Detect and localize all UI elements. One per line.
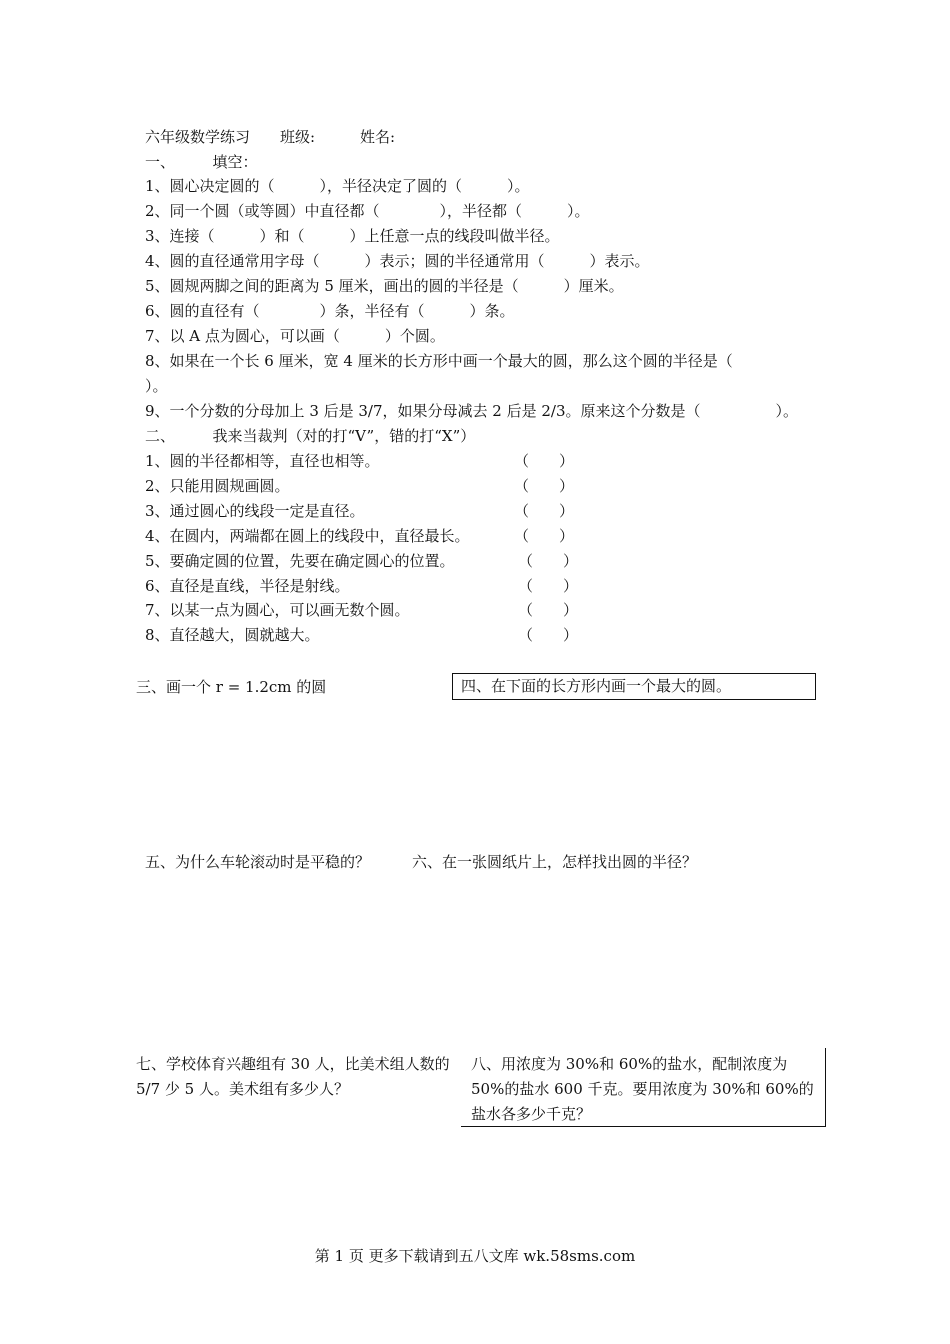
judge-mark-4: （ ）: [514, 527, 575, 545]
judge-item-5: 5、要确定圆的位置，先要在确定圆心的位置。: [145, 552, 455, 570]
fill-item-3: 3、连接（ ）和（ ）上任意一点的线段叫做半径。: [145, 227, 560, 245]
fill-item-8: 8、如果在一个长 6 厘米，宽 4 厘米的长方形中画一个最大的圆，那么这个圆的半径是（: [145, 352, 733, 370]
fill-item-7: 7、以 A 点为圆心，可以画（ ）个圆。: [145, 327, 445, 345]
judge-mark-7: （ ）: [518, 601, 579, 619]
judge-item-3: 3、通过圆心的线段一定是直径。: [145, 502, 365, 520]
judge-item-1: 1、圆的半径都相等，直径也相等。: [145, 452, 380, 470]
judge-item-7: 7、以某一点为圆心，可以画无数个圆。: [145, 601, 410, 619]
section2-title: 二、 我来当裁判（对的打“V”，错的打“X”）: [145, 427, 476, 445]
judge-mark-8: （ ）: [518, 626, 579, 644]
judge-item-4: 4、在圆内，两端都在圆上的线段中，直径最长。: [145, 527, 470, 545]
section3-prompt: 三、画一个 r = 1.2cm 的圆: [136, 678, 327, 696]
judge-item-6: 6、直径是直线，半径是射线。: [145, 577, 350, 595]
section5-question: 五、为什么车轮滚动时是平稳的？: [145, 853, 371, 871]
judge-mark-2: （ ）: [514, 477, 575, 495]
fill-item-9: 9、一个分数的分母加上 3 后是 3/7，如果分母减去 2 后是 2/3。原来这个分数是（ ）。: [145, 402, 799, 420]
fill-item-5: 5、圆规两脚之间的距离为 5 厘米，画出的圆的半径是（ ）厘米。: [145, 277, 624, 295]
section4-prompt-box: 四、在下面的长方形内画一个最大的圆。: [452, 673, 816, 700]
fill-item-8-cont: ）。: [145, 377, 168, 395]
fill-item-6: 6、圆的直径有（ ）条，半径有（ ）条。: [145, 302, 515, 320]
section1-title: 一、 填空：: [145, 153, 258, 171]
fill-item-4: 4、圆的直径通常用字母（ ）表示；圆的半径通常用（ ）表示。: [145, 252, 650, 270]
fill-item-1: 1、圆心决定圆的（ ），半径决定了圆的（ ）。: [145, 177, 530, 195]
judge-item-2: 2、只能用圆规画圆。: [145, 477, 290, 495]
judge-mark-1: （ ）: [514, 452, 575, 470]
section8-problem-box: 八、用浓度为 30%和 60%的盐水，配制浓度为 50%的盐水 600 千克。要用浓度为 30%和 60%的盐水各多少千克？: [461, 1048, 826, 1127]
judge-mark-6: （ ）: [518, 577, 579, 595]
section6-question: 六、在一张圆纸片上，怎样找出圆的半径？: [412, 853, 698, 871]
fill-item-2: 2、同一个圆（或等圆）中直径都（ ），半径都（ ）。: [145, 202, 590, 220]
judge-mark-5: （ ）: [518, 552, 579, 570]
judge-item-8: 8、直径越大，圆就越大。: [145, 626, 320, 644]
judge-mark-3: （ ）: [514, 502, 575, 520]
worksheet-header: 六年级数学练习 班级: 姓名:: [145, 128, 396, 146]
section7-problem: 七、学校体育兴趣组有 30 人，比美术组人数的 5/7 少 5 人。美术组有多少人？: [136, 1055, 450, 1098]
page-footer: 第 1 页 更多下载请到五八文库 wk.58sms.com: [314, 1247, 636, 1265]
